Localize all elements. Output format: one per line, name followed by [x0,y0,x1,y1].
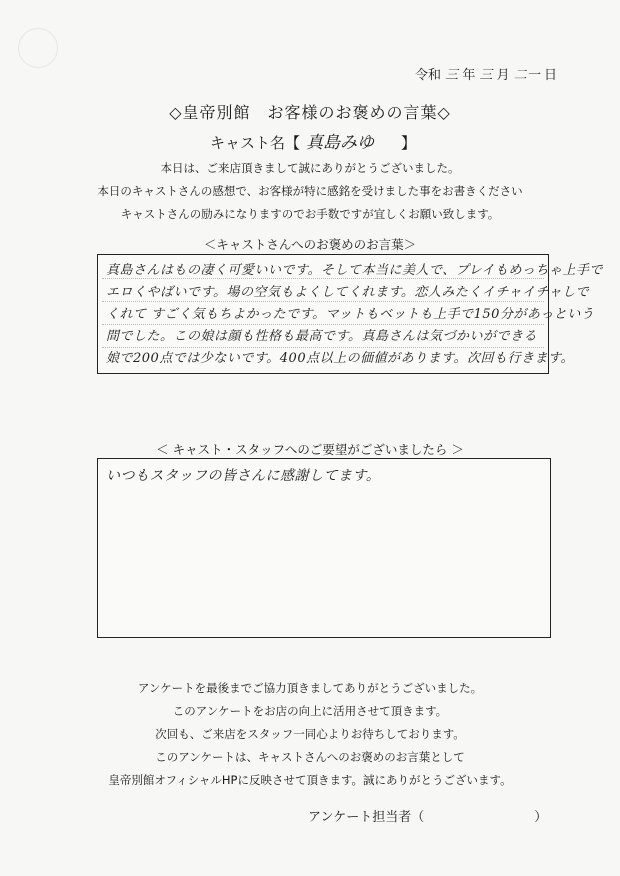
date-era: 令和 [415,68,442,83]
date-year: 三 [445,68,459,83]
praise-section-label: ＜キャストさんへのお褒めのお言葉＞ [203,237,417,252]
praise-line-1: 真島さんはもの凄く可愛いいです。そして本当に美人で、プレイもめっちゃ上手で [106,263,603,278]
cast-name-value: 真島みゆ [306,133,375,153]
date-day-unit: 日 [543,68,557,83]
praise-line-2: エロくやばいです。場の空気もよくしてくれます。恋人みたくイチャイチャしで [106,285,590,300]
praise-line-4: 間でした。この娘は顔も性格も最高です。真島さんは気づかいができる [106,329,537,344]
request-box [97,458,551,638]
praise-line-5: 娘で200点では少ないです。400点以上の価値があります。次回も行きます。 [106,351,575,366]
date-month-unit: 月 [496,68,510,83]
closing-line-1: アンケートを最後までご協力頂きましてありがとうございました。 [137,681,483,695]
date-line [415,64,557,83]
closing-line-3: 次回も、ご来店をスタッフ一同心よりお待ちしております。 [155,727,465,741]
request-line-1: いつもスタッフの皆さんに感謝してます。 [106,468,381,484]
intro-line-1: 本日は、ご来店頂きまして誠にありがとうございました。 [160,161,460,175]
date-year-unit: 年 [462,68,476,83]
faint-stamp-mark [18,28,58,68]
cast-name-close: 】 [401,134,417,152]
praise-box [97,254,603,374]
request-section-label: ＜ キャスト・スタッフへのご要望がございましたら ＞ [156,442,464,457]
closing-line-4: このアンケートは、キャストさんへのお褒めのお言葉として [155,750,465,764]
closing-line-2: このアンケートをお店の向上に活用させて頂きます。 [172,704,448,718]
closing-line-5: 皇帝別館オフィシャルHPに反映させて頂きます。誠にありがとうございます。 [108,773,512,787]
page-title: ◇皇帝別館 お客様のお褒めの言葉◇ [169,103,451,122]
intro-line-2: 本日のキャストさんの感想で、お客様が特に感銘を受けました事をお書きください [97,184,523,198]
survey-staff-line [308,806,547,825]
survey-staff-close: ） [534,810,548,825]
date-day: 二一 [513,68,540,83]
intro-line-3: キャストさんの励みになりますのでお手数ですが宜しくお願い致します。 [120,207,500,221]
survey-staff-label: アンケート担当者（ [308,810,425,825]
cast-name-line [210,128,416,153]
date-month: 三 [479,68,493,83]
cast-name-label: キャスト名【 [210,134,301,152]
praise-line-3: くれて すごく気もちよかったです。マットもベットも上手で150分があっという [106,307,595,322]
